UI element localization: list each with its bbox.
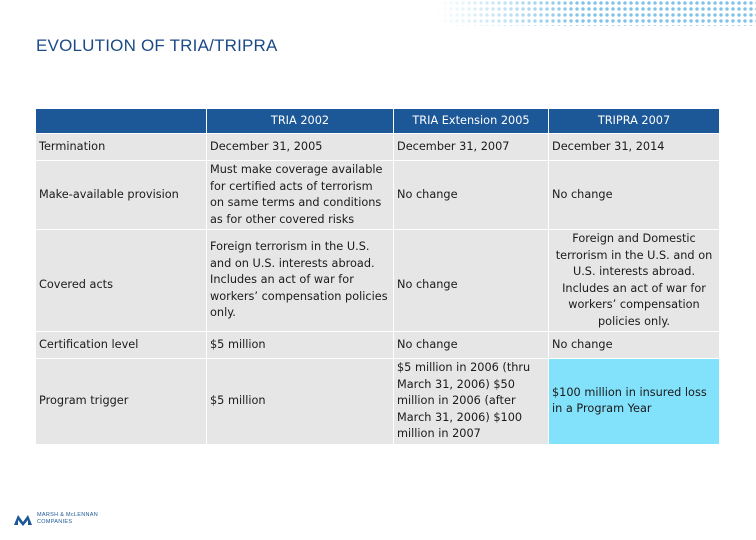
table-cell: Foreign terrorism in the U.S. and on U.S. interests abroad. Includes an act of war for workers’ compensation policies only. [207, 230, 394, 332]
table-header-row [36, 109, 720, 134]
header-corner-cell [36, 109, 207, 134]
row-label: Covered acts [36, 230, 207, 332]
table-cell: No change [394, 161, 549, 230]
table-row-covered-acts [36, 230, 720, 332]
slide-title: EVOLUTION OF TRIA/TRIPRA [36, 36, 278, 55]
row-label: Termination [36, 134, 207, 161]
table-cell: Must make coverage available for certified acts of terrorism on same terms and conditions as for other covered risks [207, 161, 394, 230]
table-row-termination [36, 134, 720, 161]
table-cell: No change [549, 161, 720, 230]
header-tria-2002: TRIA 2002 [207, 109, 394, 134]
row-label: Program trigger [36, 359, 207, 445]
table-cell: $5 million [207, 359, 394, 445]
logo-mark-icon [13, 513, 33, 527]
row-label: Certification level [36, 332, 207, 359]
table-row-program-trigger [36, 359, 720, 445]
header-tripra-2007: TRIPRA 2007 [549, 109, 720, 134]
table-cell: $5 million in 2006 (thru March 31, 2006) $50 million in 2006 (after March 31, 2006) $100 million in 2007 [394, 359, 549, 445]
table-row-certification-level [36, 332, 720, 359]
decorative-dot-pattern [436, 0, 756, 26]
company-logo [13, 510, 163, 530]
table-cell: No change [549, 332, 720, 359]
table-row-make-available [36, 161, 720, 230]
table-cell: Foreign and Domestic terrorism in the U.S. and on U.S. interests abroad. Includes an act of war for workers’ compensation policies only. [549, 230, 720, 332]
table-cell: December 31, 2014 [549, 134, 720, 161]
table-cell: No change [394, 332, 549, 359]
header-tria-extension-2005: TRIA Extension 2005 [394, 109, 549, 134]
row-label: Make-available provision [36, 161, 207, 230]
table-cell: No change [394, 230, 549, 332]
comparison-table [35, 108, 720, 445]
table-cell: $5 million [207, 332, 394, 359]
table-cell: December 31, 2007 [394, 134, 549, 161]
table-cell: December 31, 2005 [207, 134, 394, 161]
logo-text-line2: COMPANIES [37, 518, 73, 525]
highlighted-cell: $100 million in insured loss in a Program Year [549, 359, 720, 445]
logo-text-line1: MARSH & McLENNAN [37, 512, 99, 518]
